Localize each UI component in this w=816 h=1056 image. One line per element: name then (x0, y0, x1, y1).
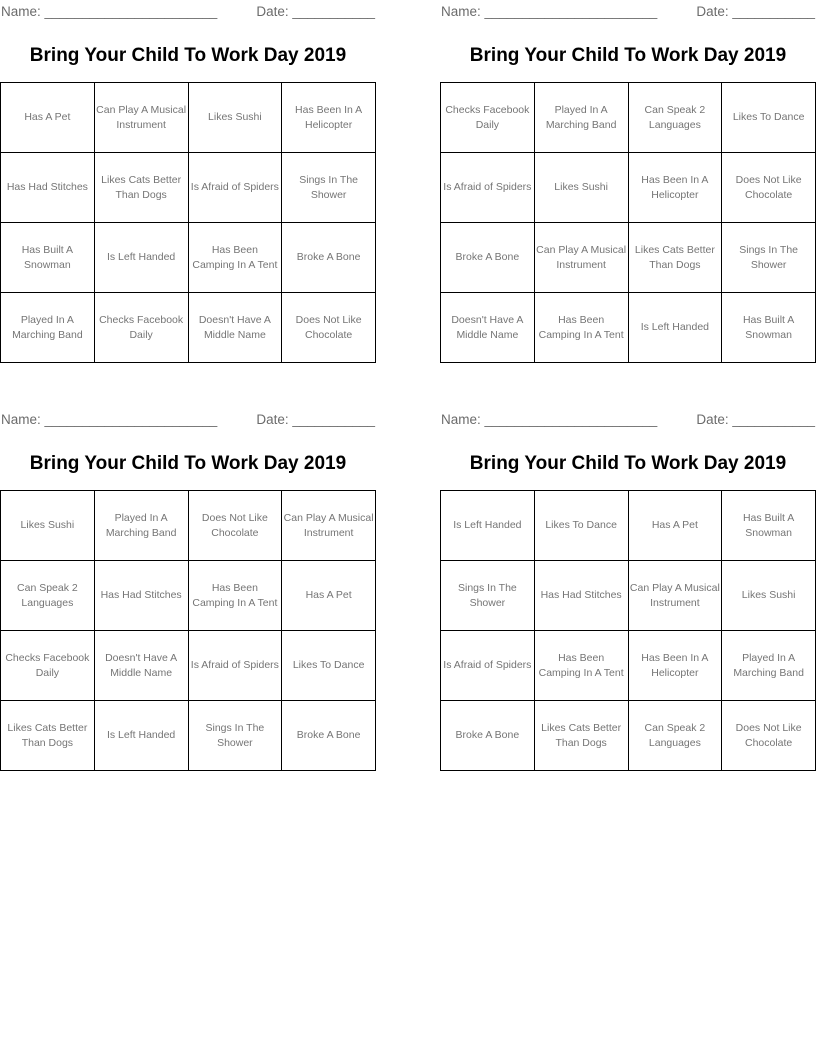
bingo-cell: Likes To Dance (534, 491, 628, 561)
bingo-cell: Likes To Dance (722, 83, 816, 153)
bingo-cell: Checks Facebook Daily (1, 631, 95, 701)
name-blank-line: _______________________ (484, 4, 658, 19)
name-field (1, 412, 217, 427)
bingo-cell: Is Afraid of Spiders (188, 153, 282, 223)
bingo-grid (0, 490, 376, 771)
bingo-cell: Broke A Bone (282, 701, 376, 771)
grid-row (441, 153, 816, 223)
grid-row (441, 631, 816, 701)
bingo-cell: Likes Cats Better Than Dogs (534, 701, 628, 771)
name-field (441, 412, 657, 427)
grid-row (1, 153, 376, 223)
bingo-cell: Has Built A Snowman (722, 293, 816, 363)
card-title: Bring Your Child To Work Day 2019 (29, 45, 347, 66)
bingo-cell: Checks Facebook Daily (94, 293, 188, 363)
grid-row (441, 83, 816, 153)
bingo-cell: Is Left Handed (94, 701, 188, 771)
bingo-cell: Does Not Like Chocolate (722, 701, 816, 771)
bingo-cell: Has Had Stitches (1, 153, 95, 223)
bingo-grid (440, 490, 816, 771)
bingo-cell: Can Play A Musical Instrument (94, 83, 188, 153)
bingo-cell: Can Play A Musical Instrument (534, 223, 628, 293)
bingo-cell: Played In A Marching Band (722, 631, 816, 701)
bingo-cell: Broke A Bone (441, 223, 535, 293)
grid-row (441, 293, 816, 363)
card-title: Bring Your Child To Work Day 2019 (469, 453, 787, 474)
grid-row (1, 83, 376, 153)
bingo-cell: Has A Pet (282, 561, 376, 631)
date-field (256, 412, 375, 427)
date-label: Date: (256, 412, 289, 427)
grid-row (1, 293, 376, 363)
bingo-cell: Is Left Handed (441, 491, 535, 561)
bingo-cell: Doesn't Have A Middle Name (441, 293, 535, 363)
bingo-cell: Can Speak 2 Languages (1, 561, 95, 631)
name-label: Name: (1, 4, 41, 19)
bingo-cell: Can Play A Musical Instrument (628, 561, 722, 631)
bingo-cell: Likes To Dance (282, 631, 376, 701)
bingo-cell: Likes Sushi (722, 561, 816, 631)
bingo-cell: Sings In The Shower (188, 701, 282, 771)
bingo-cell: Is Left Handed (628, 293, 722, 363)
bingo-cell: Is Afraid of Spiders (441, 631, 535, 701)
bingo-card (440, 0, 816, 363)
card-header (0, 408, 376, 427)
name-blank-line: _______________________ (484, 412, 658, 427)
date-field (696, 412, 815, 427)
bingo-cell: Doesn't Have A Middle Name (188, 293, 282, 363)
bingo-cell: Sings In The Shower (441, 561, 535, 631)
bingo-cell: Has A Pet (1, 83, 95, 153)
date-blank-line: ___________ (292, 412, 375, 427)
bingo-card (0, 0, 376, 363)
bingo-cell: Has Been In A Helicopter (628, 153, 722, 223)
bingo-cell: Played In A Marching Band (94, 491, 188, 561)
date-label: Date: (696, 4, 729, 19)
bingo-cell: Does Not Like Chocolate (188, 491, 282, 561)
grid-row (441, 491, 816, 561)
bingo-cell: Has Been Camping In A Tent (534, 293, 628, 363)
bingo-cell: Has Been In A Helicopter (628, 631, 722, 701)
grid-row (441, 701, 816, 771)
bingo-cell: Likes Cats Better Than Dogs (628, 223, 722, 293)
bingo-cell: Has Been Camping In A Tent (188, 223, 282, 293)
grid-row (1, 631, 376, 701)
date-field (696, 4, 815, 19)
bingo-cell: Has Been In A Helicopter (282, 83, 376, 153)
bingo-cell: Has Had Stitches (534, 561, 628, 631)
bingo-cell: Likes Cats Better Than Dogs (94, 153, 188, 223)
bingo-cell: Sings In The Shower (282, 153, 376, 223)
bingo-card (440, 408, 816, 771)
date-label: Date: (696, 412, 729, 427)
name-blank-line: _______________________ (44, 4, 218, 19)
date-field (256, 4, 375, 19)
bingo-cell: Played In A Marching Band (534, 83, 628, 153)
bingo-cell: Has Built A Snowman (722, 491, 816, 561)
bingo-cell: Played In A Marching Band (1, 293, 95, 363)
card-title: Bring Your Child To Work Day 2019 (29, 453, 347, 474)
card-title: Bring Your Child To Work Day 2019 (469, 45, 787, 66)
name-field (441, 4, 657, 19)
bingo-cell: Has Been Camping In A Tent (188, 561, 282, 631)
date-blank-line: ___________ (732, 412, 815, 427)
bingo-cell: Is Left Handed (94, 223, 188, 293)
card-header (0, 0, 376, 19)
bingo-cell: Can Speak 2 Languages (628, 83, 722, 153)
grid-row (1, 701, 376, 771)
bingo-cell: Sings In The Shower (722, 223, 816, 293)
bingo-cell: Is Afraid of Spiders (441, 153, 535, 223)
date-blank-line: ___________ (292, 4, 375, 19)
bingo-grid (0, 82, 376, 363)
grid-row (441, 561, 816, 631)
bingo-cell: Has Had Stitches (94, 561, 188, 631)
bingo-card (0, 408, 376, 771)
bingo-cell: Likes Cats Better Than Dogs (1, 701, 95, 771)
bingo-cell: Checks Facebook Daily (441, 83, 535, 153)
bingo-cell: Has A Pet (628, 491, 722, 561)
bingo-cell: Has Built A Snowman (1, 223, 95, 293)
grid-row (441, 223, 816, 293)
bingo-cell: Broke A Bone (282, 223, 376, 293)
bingo-cell: Does Not Like Chocolate (722, 153, 816, 223)
bingo-cell: Likes Sushi (1, 491, 95, 561)
card-header (440, 0, 816, 19)
card-header (440, 408, 816, 427)
grid-row (1, 561, 376, 631)
grid-row (1, 223, 376, 293)
bingo-cell: Can Play A Musical Instrument (282, 491, 376, 561)
name-label: Name: (1, 412, 41, 427)
bingo-cell: Likes Sushi (534, 153, 628, 223)
name-label: Name: (441, 412, 481, 427)
bingo-cell: Has Been Camping In A Tent (534, 631, 628, 701)
name-blank-line: _______________________ (44, 412, 218, 427)
name-label: Name: (441, 4, 481, 19)
grid-row (1, 491, 376, 561)
name-field (1, 4, 217, 19)
date-label: Date: (256, 4, 289, 19)
bingo-grid (440, 82, 816, 363)
bingo-cell: Doesn't Have A Middle Name (94, 631, 188, 701)
bingo-cell: Broke A Bone (441, 701, 535, 771)
bingo-cell: Likes Sushi (188, 83, 282, 153)
bingo-cell: Is Afraid of Spiders (188, 631, 282, 701)
bingo-cell: Can Speak 2 Languages (628, 701, 722, 771)
bingo-cell: Does Not Like Chocolate (282, 293, 376, 363)
date-blank-line: ___________ (732, 4, 815, 19)
